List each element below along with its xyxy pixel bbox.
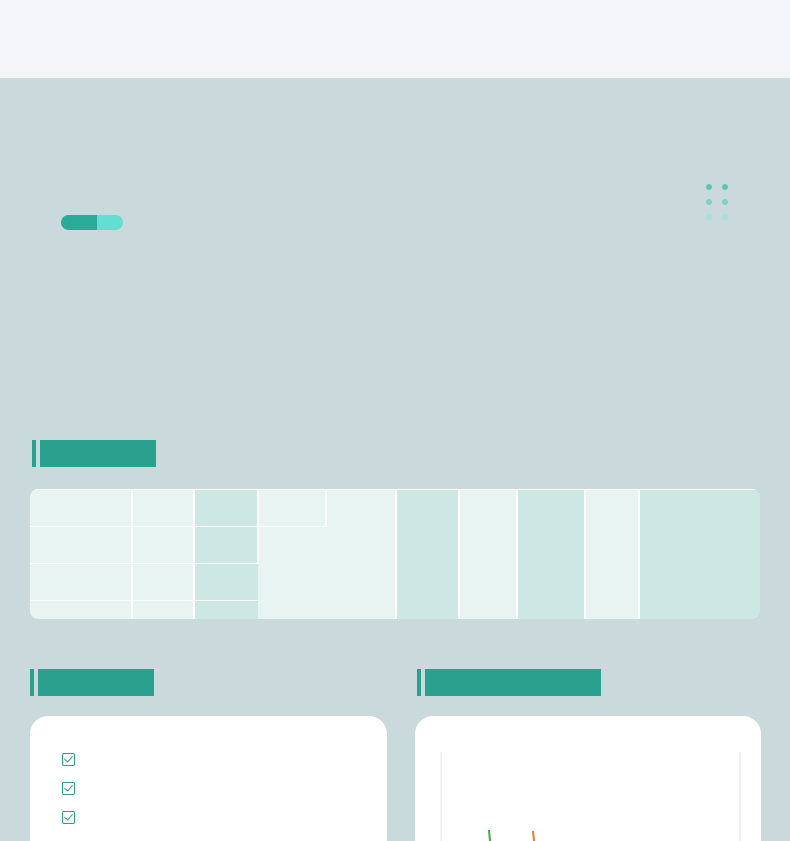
checkbox-icon: [62, 753, 75, 766]
list-item: [62, 808, 87, 828]
pressure-cell: [194, 600, 258, 619]
weight-cell: [585, 489, 639, 619]
flow-cell: [132, 600, 194, 619]
pressure-cell: [194, 526, 258, 563]
top-band: [0, 0, 790, 78]
adjust-range-cell: [326, 489, 396, 619]
curve-section-label: [417, 669, 601, 696]
list-item: [62, 779, 87, 799]
spec-section-label-text: [48, 443, 53, 463]
spec-section-label: [32, 440, 156, 467]
model-cell: [30, 600, 132, 619]
series-line-green: [489, 830, 490, 841]
pipe-cell: [459, 489, 517, 619]
power-cell: [517, 489, 585, 619]
voltage-cell: [639, 489, 760, 619]
flow-cell: [132, 563, 194, 600]
accuracy-cell: [396, 489, 459, 619]
series-line-orange: [533, 831, 534, 841]
spec-table: [30, 489, 760, 619]
accessories-section-label-text: [46, 672, 51, 692]
checkbox-icon: [62, 811, 75, 824]
model-cell: [30, 489, 132, 526]
speed-cell: [258, 489, 326, 526]
flow-cell: [132, 489, 194, 526]
list-item-partial: [62, 834, 87, 841]
decorative-dots-icon: [706, 184, 730, 224]
list-item: [62, 750, 87, 770]
pressure-cell: [194, 563, 258, 600]
flow-cell: [132, 526, 194, 563]
model-cell: [30, 526, 132, 563]
checkbox-icon: [62, 782, 75, 795]
speed-cell: [258, 526, 326, 619]
product-info-section: [0, 78, 790, 841]
pressure-cell: [194, 489, 258, 526]
accessories-section-label: [30, 669, 154, 696]
flow-pressure-chart: [440, 752, 742, 841]
title-accent-pill: [61, 215, 123, 230]
table-row: [30, 489, 760, 526]
model-cell: [30, 563, 132, 600]
curve-section-label-text: [433, 672, 438, 692]
